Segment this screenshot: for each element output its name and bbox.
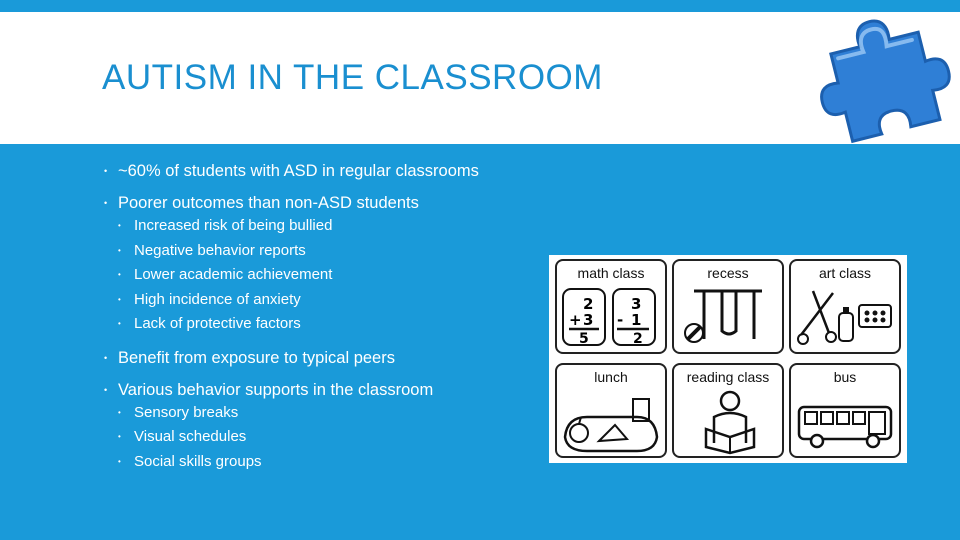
- bullet-group: [104, 379, 544, 475]
- math-b: 3: [583, 311, 594, 329]
- math-c: 3: [631, 295, 642, 313]
- bullet-group: [104, 347, 544, 369]
- sub-bullet-item: • Lower academic achievement: [104, 263, 544, 288]
- card-label: bus: [833, 369, 857, 385]
- math-plus: +: [569, 311, 582, 329]
- card-label: math class: [577, 265, 645, 281]
- sub-bullet-item: • Increased risk of being bullied: [104, 214, 544, 239]
- slide-title: AUTISM IN THE CLASSROOM: [102, 58, 603, 97]
- bullet-group: [104, 192, 544, 337]
- schedule-card-bus: [789, 363, 901, 458]
- card-label: lunch: [594, 369, 628, 385]
- sub-bullet-item: • Social skills groups: [104, 450, 544, 475]
- sub-bullet-item: • Visual schedules: [104, 425, 544, 450]
- swing-icon: [674, 283, 782, 351]
- math-sum: 5: [579, 331, 589, 347]
- lunch-tray-icon: [557, 387, 665, 455]
- sub-bullet-item: • Sensory breaks: [104, 401, 544, 426]
- schedule-card-math: [555, 259, 667, 354]
- bullet-item: • ~60% of students with ASD in regular classrooms: [104, 160, 544, 182]
- bullet-item: • Benefit from exposure to typical peers: [104, 347, 544, 369]
- math-a: 2: [583, 295, 594, 313]
- math-diff: 2: [633, 331, 643, 347]
- schedule-card-reading: [672, 363, 784, 458]
- visual-schedule-image: [549, 255, 907, 463]
- reading-icon: [674, 387, 782, 455]
- puzzle-piece-icon: [808, 2, 958, 152]
- bullet-list: [104, 160, 544, 484]
- schedule-card-recess: [672, 259, 784, 354]
- card-label: art class: [818, 265, 872, 281]
- bus-icon: [791, 387, 899, 455]
- art-supplies-icon: [791, 283, 899, 351]
- math-icon: [557, 283, 665, 351]
- card-label: recess: [707, 265, 749, 281]
- sub-bullet-item: • High incidence of anxiety: [104, 288, 544, 313]
- bullet-item: • Various behavior supports in the classroom: [104, 379, 544, 401]
- card-label: reading class: [686, 369, 770, 385]
- bullet-item: • Poorer outcomes than non-ASD students: [104, 192, 544, 214]
- schedule-card-art: [789, 259, 901, 354]
- schedule-card-lunch: [555, 363, 667, 458]
- sub-bullet-item: • Negative behavior reports: [104, 239, 544, 264]
- sub-bullet-item: • Lack of protective factors: [104, 312, 544, 337]
- math-d: 1: [631, 311, 642, 329]
- math-minus: -: [617, 311, 624, 329]
- bullet-group: [104, 160, 544, 182]
